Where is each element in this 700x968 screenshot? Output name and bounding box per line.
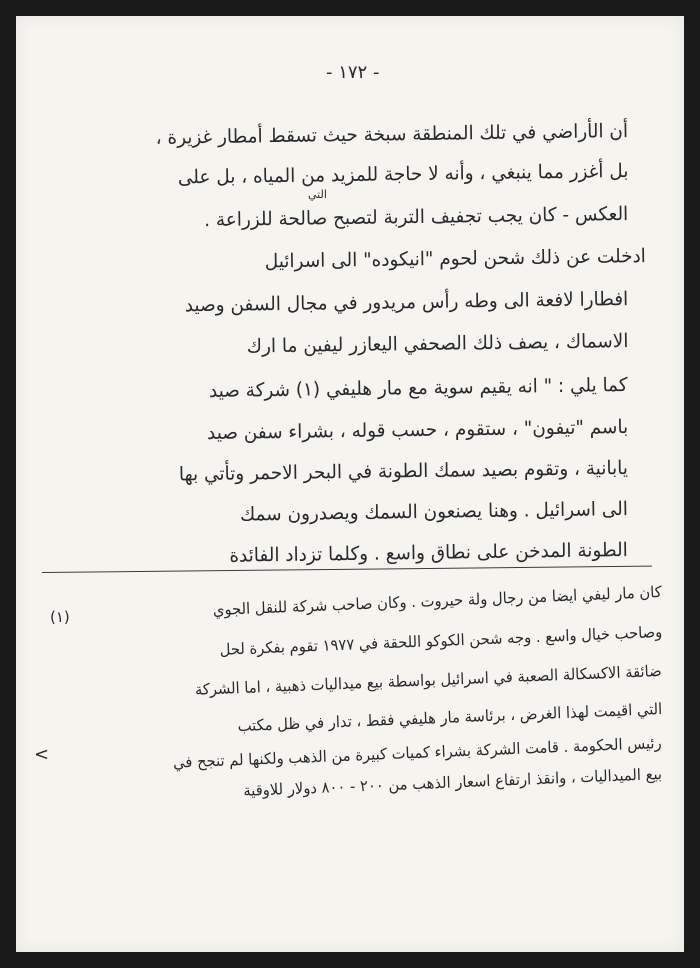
footnote-line-1: كان مار ليفي ايضا من رجال ولة حيروت . وكان صاحب شركة للنقل الجوي: [212, 583, 663, 620]
footnote-line-3: ضائقة الاكسكالة الصعبة في اسرائيل بواسطة بيع ميداليات ذهبية ، اما الشركة: [195, 662, 663, 699]
body-line-8: باسم "تيفون" ، ستقوم ، حسب قوله ، بشراء سفن صيد: [206, 416, 629, 445]
body-insert-word: التي: [308, 188, 327, 201]
body-line-2: بل أغزر مما ينبغي ، وأنه لا حاجة للمزيد من المياه ، بل على: [177, 160, 629, 189]
footnote-line-4: التي اقيمت لهذا الغرض ، برئاسة مار هليفي فقط ، تدار في ظل مكتب: [237, 700, 663, 736]
page-number: - ١٧٢ -: [326, 62, 380, 83]
body-line-5: افطارا لافعة الى وطه رأس مريدور في مجال السفن وصيد: [184, 288, 629, 317]
footnote-line-5: رئيس الحكومة . قامت الشركة بشراء كميات كبيرة من الذهب ولكنها لم تنجح في: [173, 734, 663, 772]
body-line-11: الطونة المدخن على نطاق واسع . وكلما تزداد الفائدة: [229, 539, 629, 567]
document-page: [16, 16, 684, 952]
continuation-arrow-icon: <: [34, 744, 50, 765]
body-line-6: الاسماك ، يصف ذلك الصحفي اليعازر ليفين ما ارك: [246, 330, 629, 358]
footnote-marker: (١): [50, 608, 70, 626]
footnote-line-2: وصاحب خيال واسع . وجه شحن الكوكو اللحقة في ١٩٧٧ تقوم بفكرة لحل: [219, 623, 663, 659]
footnote-divider: [42, 566, 652, 573]
body-line-7: كما يلي : " انه يقيم سوية مع مار هليفي (١) شركة صيد: [209, 374, 629, 403]
body-line-4: ادخلت عن ذلك شحن لحوم "انيكوده" الى اسرائيل: [264, 245, 647, 273]
body-line-1: أن الأراضي في تلك المنطقة سبخة حيث تسقط أمطار غزيرة ،: [155, 120, 629, 149]
footnote-line-6: بيع الميداليات ، وانقذ ارتفاع اسعار الذهب من ٢٠٠ - ٨٠٠ دولار للاوقية: [243, 765, 663, 800]
body-line-10: الى اسرائيل . وهنا يصنعون السمك ويصدرون سمك: [239, 498, 629, 526]
body-line-3: العكس - كان يجب تجفيف التربة لتصبح صالحة للزراعة .: [203, 203, 629, 232]
body-line-9: يابانية ، وتقوم بصيد سمك الطونة في البحر الاحمر وتأتي بها: [178, 457, 629, 486]
